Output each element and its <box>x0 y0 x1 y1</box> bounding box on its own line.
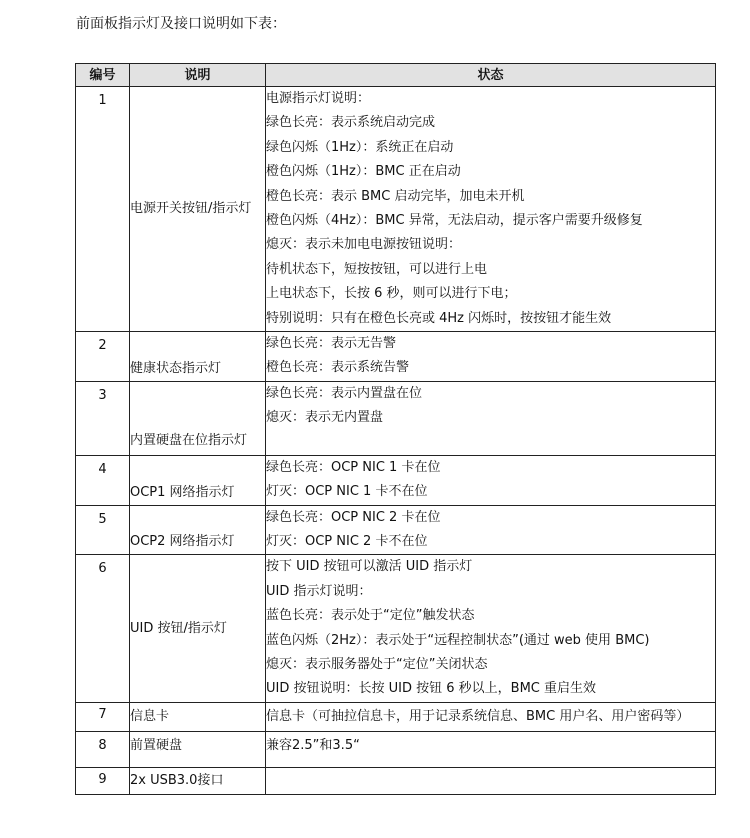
status-line: 待机状态下，短按按钮，可以进行上电 <box>266 261 488 277</box>
row-number-cell <box>76 455 130 505</box>
row-description: 健康状态指示灯 <box>130 360 222 376</box>
row-number: 2 <box>98 338 107 353</box>
row-number: 7 <box>98 707 107 723</box>
row-description: UID 按钮/指示灯 <box>130 620 227 636</box>
table-header <box>76 64 716 87</box>
table-row <box>76 703 716 732</box>
row-status-cell <box>266 732 716 768</box>
row-status-cell <box>266 87 716 332</box>
status-line: 绿色闪烁（1Hz）：系统正在启动 <box>266 139 454 155</box>
row-number: 3 <box>98 387 107 403</box>
row-description: OCP1 网络指示灯 <box>130 484 235 500</box>
header-row <box>76 64 716 87</box>
indicator-table <box>75 63 716 795</box>
row-description: 前置硬盘 <box>130 738 183 754</box>
status-line: 信息卡（可抽拉信息卡，用于记录系统信息、BMC 用户名、用户密码等） <box>266 709 690 725</box>
status-line: 绿色长亮：OCP NIC 1 卡在位 <box>266 459 441 475</box>
row-description-cell <box>130 768 266 795</box>
status-line: 橙色长亮：表示 BMC 启动完毕，加电未开机 <box>266 188 525 204</box>
row-number: 6 <box>98 561 107 577</box>
row-description-cell <box>130 87 266 332</box>
status-line: 熄灭：表示无内置盘 <box>266 410 384 426</box>
row-description: 信息卡 <box>130 709 170 725</box>
status-line: UID 指示灯说明： <box>266 583 372 599</box>
row-description-cell <box>130 332 266 382</box>
table-row <box>76 455 716 505</box>
row-number-cell <box>76 87 130 332</box>
row-status-cell <box>266 455 716 505</box>
row-number-cell <box>76 732 130 768</box>
status-line: 熄灭：表示未加电电源按钮说明： <box>266 237 462 253</box>
row-number-cell <box>76 381 130 455</box>
row-status-cell <box>266 505 716 555</box>
row-description-cell <box>130 732 266 768</box>
row-number: 1 <box>98 93 107 108</box>
table-row <box>76 555 716 703</box>
row-description: OCP2 网络指示灯 <box>130 534 235 550</box>
row-status-cell <box>266 555 716 703</box>
status-line: 绿色长亮：OCP NIC 2 卡在位 <box>266 509 441 525</box>
row-status-cell <box>266 332 716 382</box>
header-description: 说明 <box>130 64 266 87</box>
row-number-cell <box>76 703 130 732</box>
row-description: 内置硬盘在位指示灯 <box>130 432 248 448</box>
status-line: 橙色闪烁（1Hz）：BMC 正在启动 <box>266 164 461 180</box>
row-description-cell <box>130 703 266 732</box>
row-number: 8 <box>98 738 107 754</box>
row-number-cell <box>76 555 130 703</box>
row-number: 9 <box>98 772 107 788</box>
row-description-cell <box>130 381 266 455</box>
table-row <box>76 332 716 382</box>
status-line: 按下 UID 按钮可以激活 UID 指示灯 <box>266 559 473 575</box>
table-row <box>76 381 716 455</box>
row-number-cell <box>76 768 130 795</box>
row-description-cell <box>130 505 266 555</box>
row-description: 2x USB3.0接口 <box>130 773 224 789</box>
row-description: 电源开关按钮/指示灯 <box>130 201 252 216</box>
row-status-cell <box>266 703 716 732</box>
status-line: 蓝色闪烁（2Hz）：表示处于“远程控制状态”(通过 web 使用 BMC) <box>266 632 650 648</box>
status-line: 绿色长亮：表示内置盘在位 <box>266 385 423 401</box>
status-line: 绿色长亮：表示系统启动完成 <box>266 115 436 131</box>
row-status-cell <box>266 381 716 455</box>
row-number-cell <box>76 332 130 382</box>
status-line: 上电状态下，长按 6 秒，则可以进行下电； <box>266 286 517 302</box>
row-number-cell <box>76 505 130 555</box>
row-number: 4 <box>98 461 107 477</box>
status-line: UID 按钮说明：长按 UID 按钮 6 秒以上，BMC 重启生效 <box>266 681 596 697</box>
table-row <box>76 732 716 768</box>
status-line: 特别说明：只有在橙色长亮或 4Hz 闪烁时，按按钮才能生效 <box>266 310 612 326</box>
status-line: 灯灭：OCP NIC 2 卡不在位 <box>266 533 428 549</box>
status-line: 橙色长亮：表示系统告警 <box>266 360 410 376</box>
status-line: 兼容2.5”和3.5“ <box>266 738 360 754</box>
status-line: 蓝色长亮：表示处于“定位”触发状态 <box>266 608 475 624</box>
intro-text: 前面板指示灯及接口说明如下表： <box>76 16 286 32</box>
header-status: 状态 <box>266 64 716 87</box>
status-line: 绿色长亮：表示无告警 <box>266 336 397 351</box>
status-line: 熄灭：表示服务器处于“定位”关闭状态 <box>266 656 488 672</box>
status-line: 橙色闪烁（4Hz）：BMC 异常，无法启动，提示客户需要升级修复 <box>266 212 643 228</box>
header-number: 编号 <box>76 64 130 87</box>
row-description-cell <box>130 455 266 505</box>
table-row <box>76 87 716 332</box>
row-status-cell <box>266 768 716 795</box>
row-description-cell <box>130 555 266 703</box>
table-row <box>76 505 716 555</box>
status-line: 灯灭：OCP NIC 1 卡不在位 <box>266 484 428 500</box>
table-row <box>76 768 716 795</box>
status-line: 电源指示灯说明： <box>266 91 371 106</box>
row-number: 5 <box>98 511 107 527</box>
